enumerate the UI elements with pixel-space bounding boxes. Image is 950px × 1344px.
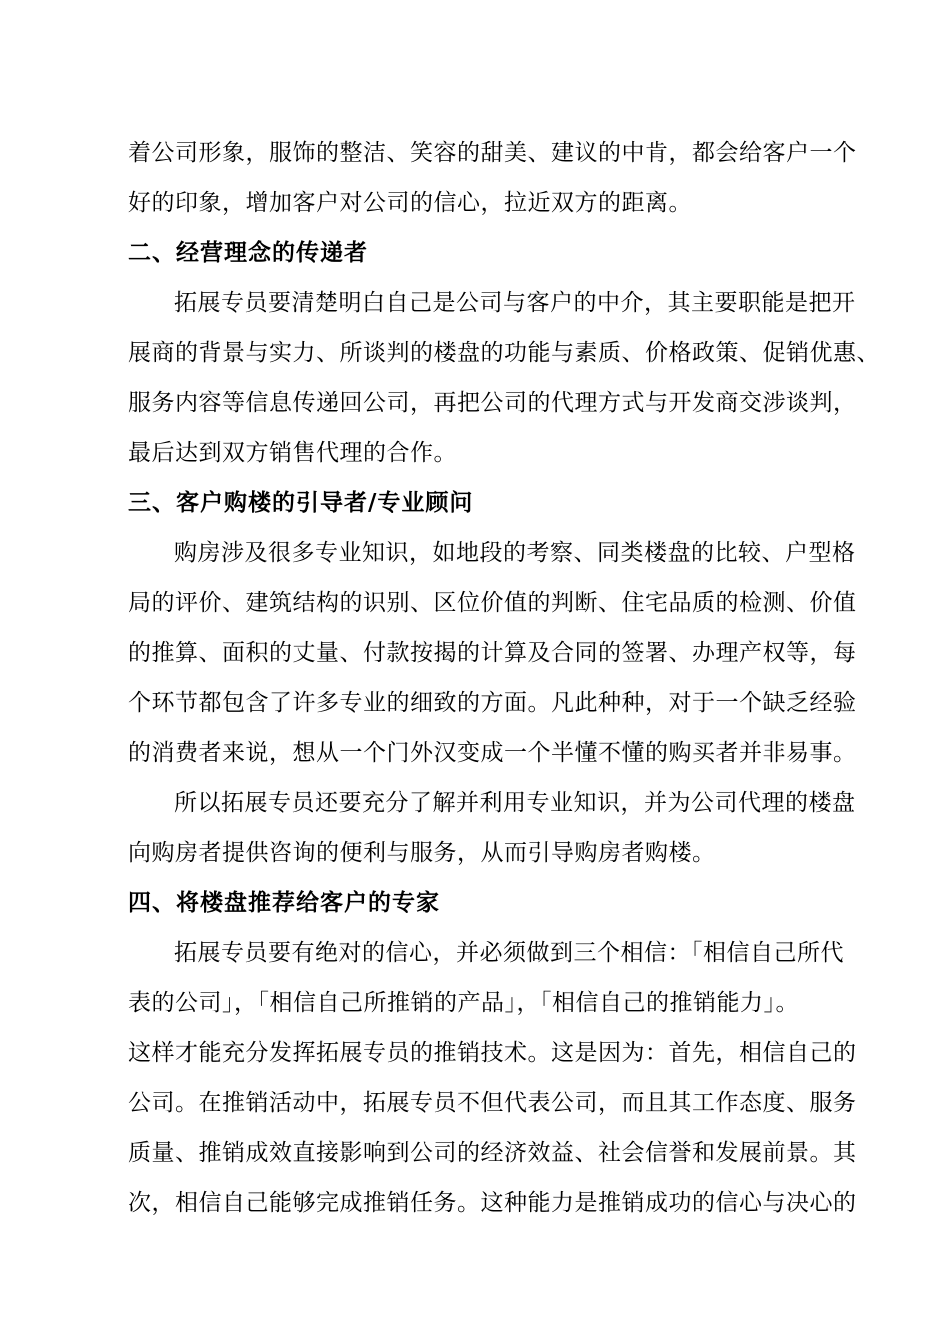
text-line: 好的印象，增加客户对公司的信心，拉近双方的距离。: [128, 190, 692, 216]
text-line: 购房涉及很多专业知识，如地段的考察、同类楼盘的比较、户型格: [174, 540, 856, 566]
text-line: 表的公司」，「相信自己所推销的产品」，「相信自己的推销能力」。: [128, 990, 799, 1016]
text-line: 所以拓展专员还要充分了解并利用专业知识，并为公司代理的楼盘: [174, 790, 856, 816]
text-line: 次，相信自己能够完成推销任务。这种能力是推销成功的信心与决心的: [128, 1190, 857, 1216]
text-line: 拓展专员要清楚明白自己是公司与客户的中介，其主要职能是把开: [174, 290, 856, 316]
document-page: [128, 128, 880, 1228]
text-line: 展商的背景与实力、所谈判的楼盘的功能与素质、价格政策、促销优惠、: [128, 340, 880, 366]
section-heading: 三、客户购楼的引导者/专业顾问: [128, 490, 474, 516]
text-line: 服务内容等信息传递回公司，再把公司的代理方式与开发商交涉谈判，: [128, 390, 857, 416]
paragraph: [128, 928, 857, 1228]
paragraph: [128, 528, 857, 778]
text-line: 这样才能充分发挥拓展专员的推销技术。这是因为：首先，相信自己的: [128, 1040, 857, 1066]
text-line: 公司。在推销活动中，拓展专员不但代表公司，而且其工作态度、服务: [128, 1090, 857, 1116]
section-heading: 四、将楼盘推荐给客户的专家: [128, 890, 440, 916]
text-line: 向购房者提供咨询的便利与服务，从而引导购房者购楼。: [128, 840, 716, 866]
text-line: 个环节都包含了许多专业的细致的方面。凡此种种，对于一个缺乏经验: [128, 690, 857, 716]
paragraph: [128, 778, 856, 878]
text-line: 着公司形象，服饰的整洁、笑容的甜美、建议的中肯，都会给客户一个: [128, 140, 857, 166]
text-line: 局的评价、建筑结构的识别、区位价值的判断、住宅品质的检测、价值: [128, 590, 857, 616]
section-3: [128, 478, 857, 878]
section-2: [128, 228, 880, 478]
text-line: 质量、推销成效直接影响到公司的经济效益、社会信誉和发展前景。其: [128, 1140, 857, 1166]
section-4: [128, 878, 857, 1228]
text-line: 拓展专员要有绝对的信心，并必须做到三个相信：「相信自己所代: [174, 940, 844, 966]
section-heading: 二、经营理念的传递者: [128, 240, 368, 266]
text-line: 的推算、面积的丈量、付款按揭的计算及合同的签署、办理产权等，每: [128, 640, 857, 666]
paragraph: [128, 278, 880, 478]
intro-paragraph: [128, 128, 857, 228]
text-line: 的消费者来说，想从一个门外汉变成一个半懂不懂的购买者并非易事。: [128, 740, 857, 766]
text-line: 最后达到双方销售代理的合作。: [128, 440, 457, 466]
